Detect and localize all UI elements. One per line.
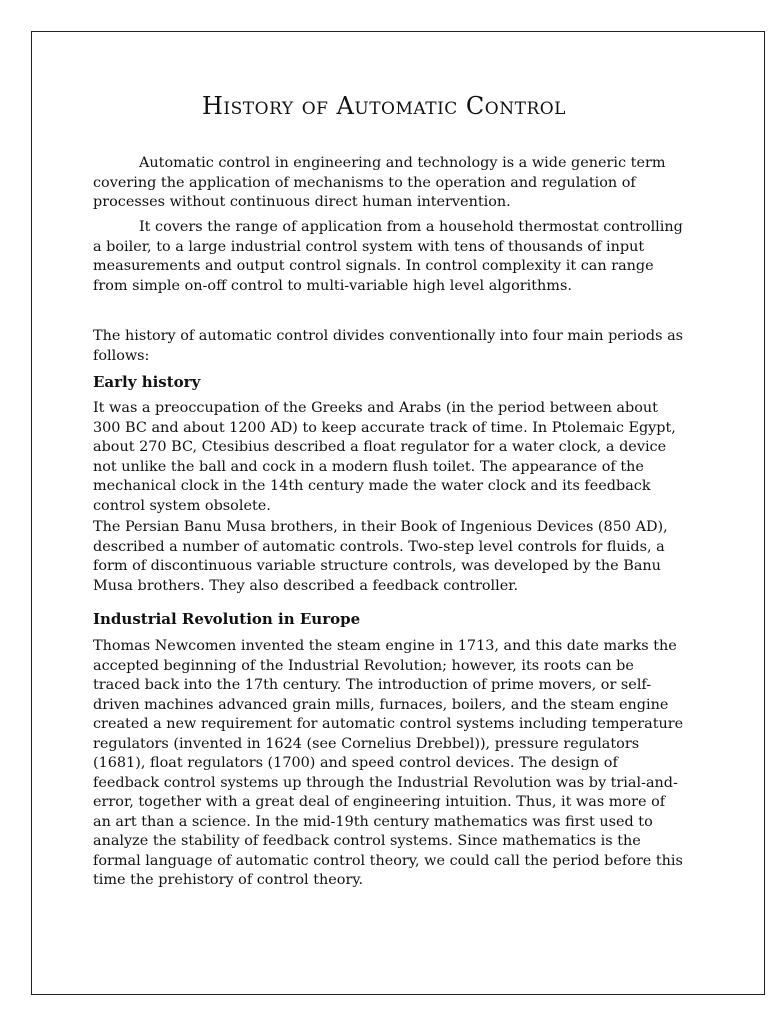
- heading-industrial-revolution: Industrial Revolution in Europe: [93, 610, 361, 628]
- paragraph-banu-musa: The Persian Banu Musa brothers, in their Book of Ingenious Devices (850 AD), described a number of automatic controls. Two-step level controls for fluids, a form of discontinuous variable structure controls, was developed by the Banu Musa brothers. They also described a feedback controller.: [93, 519, 668, 594]
- paragraph-greeks-arabs: It was a preoccupation of the Greeks and Arabs (in the period between about 300 BC and about 1200 AD) to keep accurate track of time. In Ptolemaic Egypt, about 270 BC, Ctesibius described a float regulator for a water clock, a device not unlike the ball and cock in a modern flush toilet. The appearance of the mechanical clock in the 14th century made the water clock and its feedback control system obsolete.: [93, 400, 676, 514]
- document-title: History of Automatic Control: [202, 92, 566, 120]
- paragraph-periods: The history of automatic control divides conventionally into four main periods as follows:: [93, 328, 684, 364]
- heading-early-history: Early history: [93, 373, 201, 391]
- paragraph-range: It covers the range of application from a household thermostat controlling a boiler, to a large industrial control system with tens of thousands of input measurements and output control signals. In control complexity it can range from simple on-off control to multi-variable high level algorithms.: [93, 219, 683, 294]
- paragraph-newcomen: Thomas Newcomen invented the steam engine in 1713, and this date marks the accepted beginning of the Industrial Revolution; however, its roots can be traced back into the 17th century. The introduction of prime movers, or self-driven machines advanced grain mills, furnaces, boilers, and the steam engine created a new requirement for automatic control systems including temperature regulators (invented in 1624 (see Cornelius Drebbel)), pressure regulators (1681), float regulators (1700) and speed control devices. The design of feedback control systems up through the Industrial Revolution was by trial-and-error, together with a great deal of engineering intuition. Thus, it was more of an art than a science. In the mid-19th century mathematics was first used to analyze the stability of feedback control systems. Since mathematics is the formal language of automatic control theory, we could call the period before this time the prehistory of control theory.: [93, 638, 684, 888]
- paragraph-intro: Automatic control in engineering and technology is a wide generic term covering the application of mechanisms to the operation and regulation of processes without continuous direct human intervention.: [93, 155, 666, 210]
